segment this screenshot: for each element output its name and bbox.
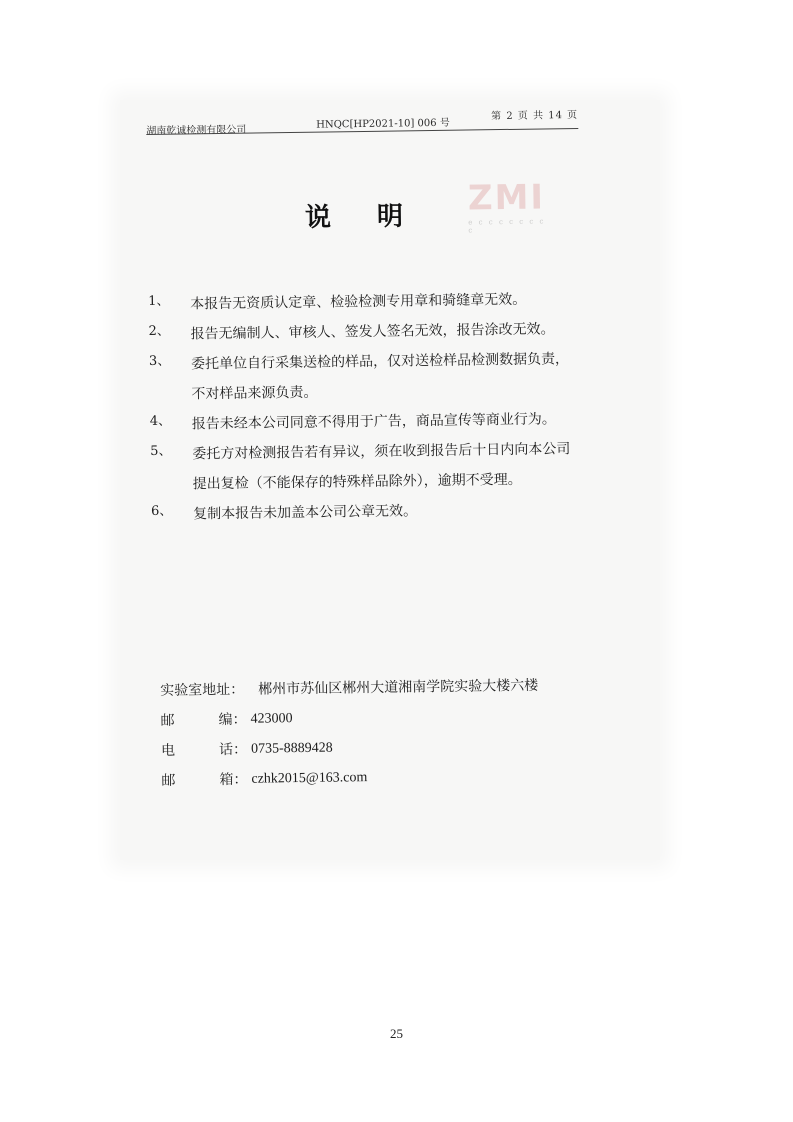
note-text: 本报告无资质认定章、检验检测专用章和骑缝章无效。 — [190, 291, 527, 313]
note-number: 2、 — [148, 323, 170, 339]
note-item — [151, 494, 611, 530]
address-value: 郴州市苏仙区郴州大道湘南学院实验大楼六楼 — [258, 677, 539, 698]
phone-colon: ： — [232, 741, 248, 758]
email-value: czhk2015@163.com — [251, 770, 368, 787]
note-number: 1、 — [148, 293, 170, 309]
note-text: 委托单位自行采集送检的样品，仅对送检样品检测数据负责， — [190, 351, 570, 373]
email-label-second: 箱 — [219, 771, 234, 789]
note-text: 报告无编制人、审核人、签发人签名无效，报告涂改无效。 — [190, 321, 555, 343]
note-text: 委托方对检测报告若有异议，须在收到报告后十日内向本公司 — [192, 441, 571, 463]
note-number: 6、 — [150, 503, 173, 519]
note-text: 复制本报告未加盖本公司公章无效。 — [193, 503, 418, 523]
page-title: 说明 — [304, 200, 450, 234]
postcode-colon: ： — [232, 711, 247, 728]
postcode-label-first: 邮 — [160, 712, 175, 729]
email-label-first: 邮 — [161, 772, 176, 789]
page-info: 第 2 页 共 14 页 — [491, 109, 579, 123]
document-number: HNQC[HP2021-10] 006 号 — [316, 117, 450, 131]
note-text-continued: 提出复检（不能保存的特殊样品除外），逾期不受理。 — [192, 471, 522, 493]
note-number: 3、 — [148, 353, 171, 369]
note-item — [150, 434, 611, 500]
phone-label-first: 电 — [160, 742, 176, 759]
email-row — [161, 760, 581, 796]
logo-stamp — [462, 177, 547, 235]
note-item — [149, 344, 610, 410]
stamp-subtext: e c c c c c c c c — [468, 217, 546, 235]
notes-list — [148, 284, 611, 530]
contact-block — [160, 670, 582, 796]
note-number: 5、 — [150, 443, 172, 459]
phone-value: 0735-8889428 — [250, 740, 333, 757]
phone-label-second: 话 — [218, 741, 234, 759]
postcode-value: 423000 — [250, 711, 293, 727]
page-header — [146, 104, 579, 137]
note-text-continued: 不对样品来源负责。 — [191, 384, 318, 403]
address-label: 实验室地址： — [160, 681, 245, 699]
stamp-mark: ZMI — [467, 177, 546, 219]
note-number: 4、 — [149, 413, 172, 429]
company-name: 湖南乾诚检测有限公司 — [146, 124, 247, 137]
postcode-label-second: 编 — [218, 711, 233, 729]
page-number: 25 — [390, 1026, 403, 1041]
note-text: 报告未经本公司同意不得用于广告，商品宣传等商业行为。 — [191, 411, 556, 433]
email-colon: ： — [233, 771, 248, 788]
